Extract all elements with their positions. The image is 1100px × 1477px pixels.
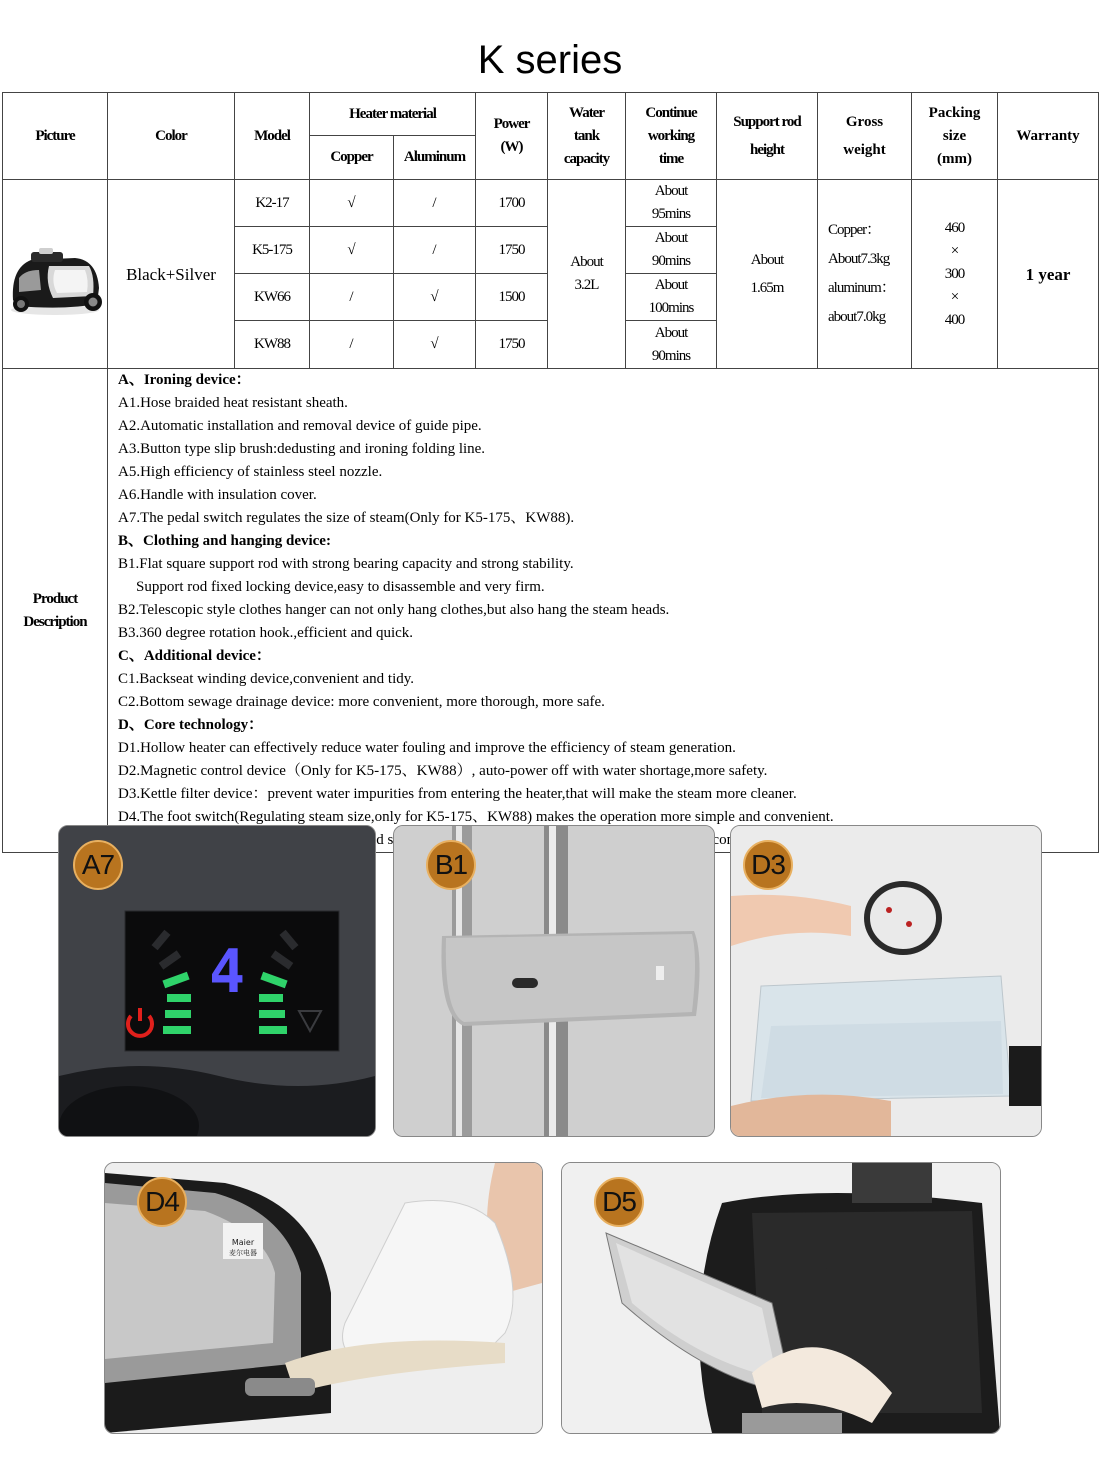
header-gross-weight-line1: Gross — [845, 114, 884, 130]
product-picture-cell — [3, 180, 108, 369]
working-time-line1: About — [654, 183, 688, 199]
description-line: D3.Kettle filter device：prevent water impurities from entering the heater,that will make the steam more cleaner. — [118, 786, 797, 802]
description-line: A2.Automatic installation and removal device of guide pipe. — [118, 418, 482, 434]
packing-size-x1: × — [950, 242, 959, 259]
description-line: A5.High efficiency of stainless steel nozzle. — [118, 464, 383, 480]
description-line: B2.Telescopic style clothes hanger can not only hang clothes,but also hang the steam heads. — [118, 602, 670, 618]
description-heading: B、Clothing and hanging device: — [118, 533, 331, 549]
water-tank-value — [548, 180, 626, 369]
aluminum-cell: / — [394, 227, 476, 274]
color-value: Black+Silver — [108, 180, 235, 369]
description-line: A1.Hose braided heat resistant sheath. — [118, 395, 348, 411]
header-packing-line1: Packing — [928, 104, 981, 121]
header-continue-working — [626, 93, 717, 180]
working-time-line2: 100mins — [648, 300, 694, 316]
photo-d5-storage-tank — [561, 1162, 1001, 1434]
support-rod-value — [717, 180, 818, 369]
description-line: B1.Flat square support rod with strong bearing capacity and strong stability. — [118, 556, 574, 572]
header-continue-line2: working — [647, 127, 695, 144]
header-continue-line3: time — [658, 150, 684, 167]
copper-cell: √ — [310, 180, 394, 227]
copper-cell: / — [310, 274, 394, 321]
header-water-tank-line2: tank — [573, 127, 600, 144]
description-line: D1.Hollow heater can effectively reduce water fouling and improve the efficiency of steam generation. — [118, 740, 736, 756]
working-time-cell — [626, 180, 717, 227]
header-color: Color — [108, 93, 235, 180]
description-heading: A、Ironing device： — [118, 372, 251, 388]
aluminum-cell: / — [394, 180, 476, 227]
power-cell: 1500 — [476, 274, 548, 321]
header-picture: Picture — [3, 93, 108, 180]
description-line: A7.The pedal switch regulates the size of steam(Only for K5-175、KW88). — [118, 510, 575, 526]
working-time-cell — [626, 227, 717, 274]
power-cell: 1700 — [476, 180, 548, 227]
working-time-line2: 90mins — [651, 253, 691, 269]
header-gross-weight — [818, 93, 912, 180]
description-heading: D、Core technology： — [118, 717, 264, 733]
header-model: Model — [235, 93, 310, 180]
badge-d3: D3 — [743, 840, 793, 890]
photo-d3-kettle-filter — [730, 825, 1042, 1137]
header-power — [476, 93, 548, 180]
description-line: D2.Magnetic control device（Only for K5-175、KW88）, auto-power off with water shortage,more safety. — [118, 763, 768, 779]
description-heading: C、Additional device： — [118, 648, 271, 664]
description-line: Support rod fixed locking device,easy to disassemble and very firm. — [136, 579, 545, 595]
maier-logo-subtext: 麦尔电器 — [229, 1249, 257, 1257]
model-cell: KW66 — [235, 274, 310, 321]
steamer-product-image — [5, 230, 105, 318]
photo-d4-foot-switch — [104, 1162, 543, 1434]
support-rod-value-line1: About — [750, 252, 784, 268]
description-line: B3.360 degree rotation hook.,efficient and quick. — [118, 625, 414, 641]
gross-weight-value-line1: Copper： — [828, 222, 881, 238]
badge-b1: B1 — [426, 840, 476, 890]
header-power-line1: Power — [493, 116, 530, 132]
header-support-rod-line2: height — [750, 142, 785, 158]
header-water-tank-line1: Water — [569, 104, 604, 121]
packing-size-300: 300 — [944, 265, 965, 282]
power-cell: 1750 — [476, 227, 548, 274]
model-cell: KW88 — [235, 321, 310, 369]
header-gross-weight-line2: weight — [843, 142, 886, 158]
working-time-line2: 95mins — [651, 206, 691, 222]
header-heater-material: Heater material — [310, 93, 476, 136]
maier-logo-text: Maier — [231, 1238, 255, 1247]
spec-table — [2, 92, 1099, 853]
description-line: D4.The foot switch(Regulating steam size,only for K5-175、KW88) makes the operation more simple and convenient. — [118, 809, 834, 825]
header-packing-line2: size — [942, 127, 967, 144]
working-time-cell — [626, 321, 717, 369]
warranty-value: 1 year — [998, 180, 1099, 369]
copper-cell: √ — [310, 227, 394, 274]
product-description-label — [3, 369, 108, 853]
working-time-line1: About — [654, 324, 688, 341]
description-line: A6.Handle with insulation cover. — [118, 487, 317, 503]
header-continue-line1: Continue — [645, 104, 697, 121]
aluminum-cell: √ — [394, 321, 476, 369]
working-time-cell — [626, 274, 717, 321]
header-packing-size — [912, 93, 998, 180]
gross-weight-value-line4: about7.0kg — [828, 309, 886, 325]
model-cell: K2-17 — [235, 180, 310, 227]
water-tank-value-line1: About — [570, 254, 603, 270]
description-line: A3.Button type slip brush:dedusting and ironing folding line. — [118, 441, 486, 457]
copper-cell: / — [310, 321, 394, 369]
description-line: C1.Backseat winding device,convenient and tidy. — [118, 671, 415, 687]
header-water-tank — [548, 93, 626, 180]
badge-a7: A7 — [73, 840, 123, 890]
badge-d4: D4 — [137, 1177, 187, 1227]
header-packing-line3: (mm) — [937, 150, 972, 167]
product-description-text — [108, 369, 1099, 853]
gross-weight-value-line2: About7.3kg — [828, 251, 890, 267]
working-time-line1: About — [654, 230, 688, 246]
working-time-line2: 90mins — [651, 347, 691, 364]
water-tank-value-line2: 3.2L — [574, 277, 599, 293]
header-copper: Copper — [310, 136, 394, 180]
level-digit: 4 — [208, 937, 246, 1007]
header-aluminum: Aluminum — [394, 136, 476, 180]
gross-weight-value-line3: aluminum： — [828, 280, 895, 296]
product-description-label-line1: Product — [32, 590, 78, 607]
header-water-tank-line3: capacity — [563, 150, 610, 167]
photo-b1-support-rod — [393, 825, 715, 1137]
packing-size-460: 460 — [944, 219, 965, 236]
model-cell: K5-175 — [235, 227, 310, 274]
header-power-line2: (W) — [500, 139, 523, 155]
photo-a7-control-panel — [58, 825, 376, 1137]
header-warranty: Warranty — [998, 93, 1099, 180]
support-rod-value-line2: 1.65m — [750, 280, 784, 296]
gross-weight-value — [818, 180, 912, 369]
header-support-rod-line1: Support rod — [733, 114, 801, 130]
power-cell: 1750 — [476, 321, 548, 369]
product-description-label-line2: Description — [23, 613, 87, 630]
packing-size-400: 400 — [944, 311, 965, 328]
header-support-rod — [717, 93, 818, 180]
description-line: C2.Bottom sewage drainage device: more convenient, more thorough, more safe. — [118, 694, 605, 710]
packing-size-value — [912, 180, 998, 369]
working-time-line1: About — [654, 277, 688, 293]
page-title: K series — [477, 38, 623, 82]
badge-d5: D5 — [594, 1177, 644, 1227]
packing-size-x2: × — [950, 288, 959, 305]
aluminum-cell: √ — [394, 274, 476, 321]
